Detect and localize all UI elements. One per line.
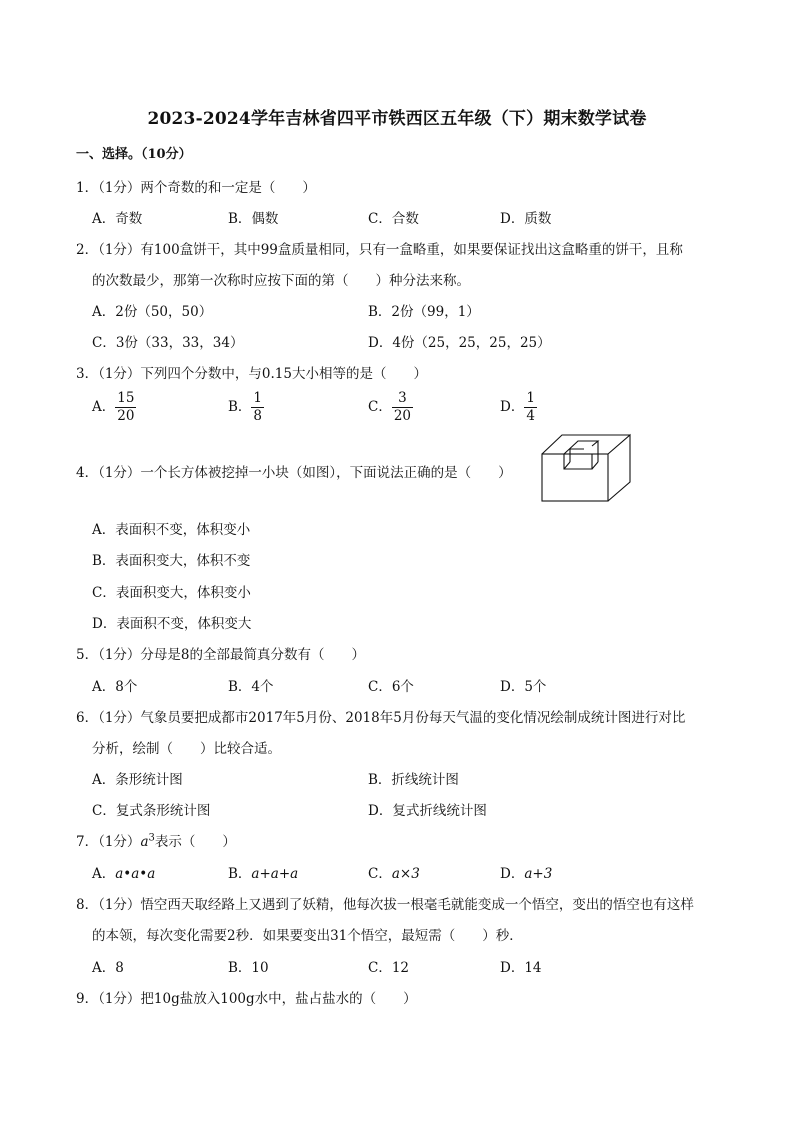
question-3-option-d xyxy=(500,390,537,425)
expression: a•a•a xyxy=(115,866,156,882)
option-label: A． xyxy=(92,399,116,415)
question-4-option-d: D．表面积不变，体积变大 xyxy=(92,616,252,632)
numerator: 1 xyxy=(253,390,263,406)
notch-inner-edge xyxy=(564,462,570,469)
question-8-stem-line1: 8．（1分）悟空西天取经路上又遇到了妖精，他每次拔一根毫毛就能变成一个悟空，变出的悟空也有这样 xyxy=(76,897,694,913)
numerator: 1 xyxy=(526,390,535,406)
question-number: 7．（1分） xyxy=(76,834,141,850)
section-heading: 一、选择。（10分） xyxy=(76,147,192,162)
question-6-option-d: D．复式折线统计图 xyxy=(368,803,487,819)
expression: a+3 xyxy=(524,866,553,882)
question-1-stem: 1．（1分）两个奇数的和一定是（ ） xyxy=(76,180,316,196)
denominator: 8 xyxy=(253,408,263,424)
question-5-option-b: B．4个 xyxy=(228,679,274,695)
question-5-option-a: A．8个 xyxy=(92,679,138,695)
numerator: 3 xyxy=(392,390,413,408)
question-9-stem: 9．（1分）把10g盐放入100g水中，盐占盐水的（ ） xyxy=(76,991,417,1007)
fraction xyxy=(524,390,537,425)
question-4-option-a: A．表面积不变，体积变小 xyxy=(92,522,251,538)
denominator: 20 xyxy=(117,408,135,424)
denominator: 4 xyxy=(526,408,535,424)
option-label: C． xyxy=(368,866,392,882)
question-5-stem: 5．（1分）分母是8的全部最简真分数有（ ） xyxy=(76,647,366,663)
cuboid-right-face xyxy=(608,435,630,501)
question-7-stem xyxy=(76,830,236,850)
question-3-stem: 3．（1分）下列四个分数中，与0.15大小相等的是（ ） xyxy=(76,366,427,382)
question-text: 表示（ ） xyxy=(154,834,236,850)
question-3-option-a xyxy=(92,390,136,425)
expression: a+a+a xyxy=(251,866,299,882)
question-2-option-d: D．4份（25，25，25，25） xyxy=(368,335,551,351)
question-2-option-a: A．2份（50，50） xyxy=(92,304,213,320)
notch-back xyxy=(564,441,598,454)
numerator: 15 xyxy=(117,390,135,406)
question-5-option-d: D．5个 xyxy=(500,679,547,695)
question-8-option-d: D．14 xyxy=(500,960,542,976)
question-2-option-b: B．2份（99，1） xyxy=(368,304,480,320)
option-label: C． xyxy=(368,399,392,415)
question-3-option-c xyxy=(368,390,413,425)
question-8-stem-line2: 的本领，每次变化需要2秒．如果要变出31个悟空，最短需（ ）秒． xyxy=(92,928,523,944)
fraction xyxy=(251,390,264,425)
fraction xyxy=(392,390,413,425)
question-7-option-a xyxy=(92,862,155,882)
variable: a xyxy=(140,834,149,850)
expression: a×3 xyxy=(391,866,420,882)
question-2-stem-line2: 的次数最少，那第一次称时应按下面的第（ ）种分法来称。 xyxy=(92,273,470,289)
fraction xyxy=(115,390,136,425)
notch-edge xyxy=(592,462,598,469)
question-7-option-d xyxy=(500,862,552,882)
denominator: 20 xyxy=(393,408,412,424)
question-7-option-c xyxy=(368,862,420,882)
question-6-option-c: C．复式条形统计图 xyxy=(92,803,211,819)
page-title: 2023-2024学年吉林省四平市铁西区五年级（下）期末数学试卷 xyxy=(147,109,647,129)
question-2-option-c: C．3份（33，33，34） xyxy=(92,335,244,351)
option-label: D． xyxy=(500,399,525,415)
notch-inner xyxy=(570,449,584,462)
exponent: 3 xyxy=(148,832,155,844)
question-5-option-c: C．6个 xyxy=(368,679,414,695)
option-label: B． xyxy=(228,399,252,415)
notch-front xyxy=(564,454,592,469)
question-4-stem: 4．（1分）一个长方体被挖掉一小块（如图），下面说法正确的是（ ） xyxy=(76,465,512,481)
question-1-option-a: A．奇数 xyxy=(92,211,143,227)
question-6-stem-line1: 6．（1分）气象员要把成都市2017年5月份、2018年5月份每天气温的变化情况绘制成统计图进行对比 xyxy=(76,710,686,726)
question-1-option-c: C．合数 xyxy=(368,211,419,227)
cuboid-figure xyxy=(540,432,632,504)
option-label: A． xyxy=(92,866,116,882)
question-8-option-b: B．10 xyxy=(228,960,269,976)
question-6-option-a: A．条形统计图 xyxy=(92,772,183,788)
option-label: B． xyxy=(228,866,252,882)
cuboid-top-edge xyxy=(542,435,630,454)
question-3-option-b xyxy=(228,390,264,425)
question-1-option-b: B．偶数 xyxy=(228,211,279,227)
question-2-stem-line1: 2．（1分）有100盒饼干，其中99盒质量相同，只有一盒略重，如果要保证找出这盒略重的饼干，且称 xyxy=(76,242,683,258)
option-label: D． xyxy=(500,866,525,882)
question-8-option-c: C．12 xyxy=(368,960,410,976)
question-1-option-d: D．质数 xyxy=(500,211,552,227)
question-8-option-a: A．8 xyxy=(92,960,124,976)
question-4-option-b: B．表面积变大，体积不变 xyxy=(92,553,251,569)
question-6-option-b: B．折线统计图 xyxy=(368,772,459,788)
question-6-stem-line2: 分析，绘制（ ）比较合适。 xyxy=(92,741,281,757)
question-7-option-b xyxy=(228,862,298,882)
question-4-option-c: C．表面积变大，体积变小 xyxy=(92,585,251,601)
